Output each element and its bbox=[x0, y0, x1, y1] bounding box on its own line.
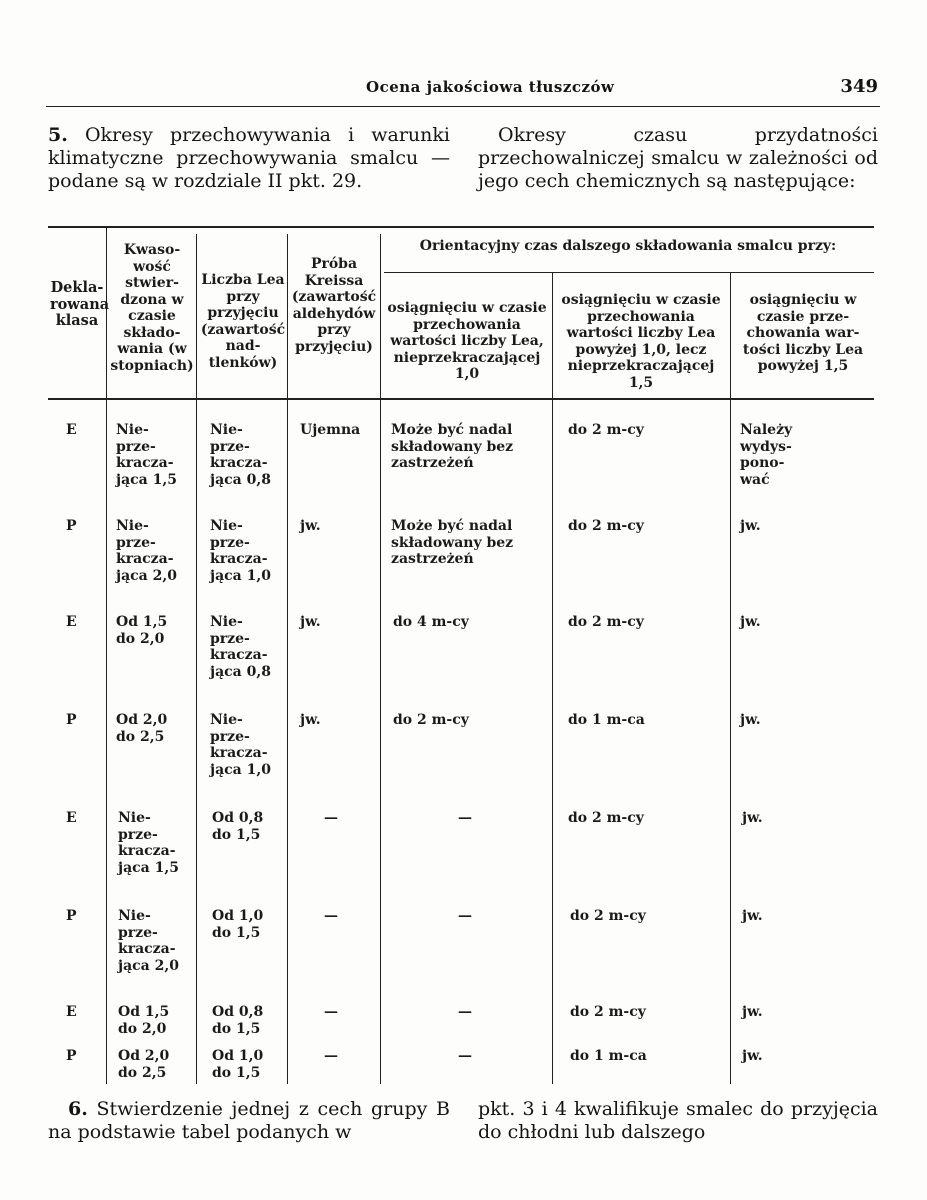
row6-c1: — bbox=[458, 908, 472, 924]
row4-lea: Nieprzekraczająca 1,0 bbox=[210, 712, 271, 778]
paragraph-6-number: 6. bbox=[68, 1098, 88, 1120]
header-title: Ocena jakościowa tłuszczów bbox=[366, 78, 615, 96]
row6-kreiss: — bbox=[324, 908, 338, 924]
row1-kwasowosc: Nieprzekraczająca 1,5 bbox=[116, 422, 177, 488]
row8-kreiss: — bbox=[324, 1048, 338, 1064]
row3-klasa: E bbox=[66, 614, 77, 630]
row5-lea: Od 0,8 do 1,5 bbox=[212, 810, 264, 843]
row8-c2: do 1 m-ca bbox=[570, 1048, 647, 1064]
row5-kwasowosc: Nieprzekraczająca 1,5 bbox=[118, 810, 179, 876]
row5-klasa: E bbox=[66, 810, 77, 826]
header-klasa: Deklarowana klasa bbox=[50, 279, 110, 329]
page-number: 349 bbox=[840, 76, 878, 97]
paragraph-6-text: Stwierdzenie jednej z cech grupy B na podstawie tabel podanych w bbox=[48, 1098, 450, 1143]
row7-c3: jw. bbox=[742, 1004, 763, 1020]
row2-klasa: P bbox=[66, 518, 77, 534]
row6-c2: do 2 m-cy bbox=[570, 908, 646, 924]
paragraph-right-text: Okresy czasu przydatności przechowalniczej smalcu w zależności od jego cech chemicznych są następujące: bbox=[478, 124, 878, 192]
header-sub1: osiągnięciu w czasie przechowania wartości liczby Lea, nieprzekraczającej 1,0 bbox=[387, 300, 547, 382]
row6-klasa: P bbox=[66, 908, 77, 924]
row8-kwasowosc: Od 2,0 do 2,5 bbox=[118, 1048, 170, 1081]
paragraph-6-continued-text: pkt. 3 i 4 kwalifikuje smalec do przyjęcia do chłodni lub dalszego bbox=[478, 1098, 878, 1143]
row6-c3: jw. bbox=[742, 908, 763, 924]
row5-c1: — bbox=[458, 810, 472, 826]
row4-kreiss: jw. bbox=[300, 712, 321, 728]
row6-lea: Od 1,0 do 1,5 bbox=[212, 908, 264, 941]
row2-c1: Może być nadal składowany bez zastrzeżeń bbox=[391, 518, 514, 567]
header-proba-kreissa: Próba Kreissa (zawartość aldehydów przy przyjęciu) bbox=[291, 256, 377, 355]
row3-c3: jw. bbox=[740, 614, 761, 630]
header-sub3: osiągnięciu w czasie przechowania wartości liczby Lea powyżej 1,5 bbox=[742, 292, 864, 374]
header-liczba-lea: Liczba Lea przy przyjęciu (zawartość nadtlenków) bbox=[200, 272, 286, 371]
row7-kwasowosc: Od 1,5 do 2,0 bbox=[118, 1004, 170, 1037]
paragraph-5-text: Okresy przechowywania i warunki klimatyczne przechowywania smalcu — podane są w rozdziale II pkt. 29. bbox=[48, 124, 450, 192]
row5-kreiss: — bbox=[324, 810, 338, 826]
row2-kreiss: jw. bbox=[300, 518, 321, 534]
row2-kwasowosc: Nieprzekraczająca 2,0 bbox=[116, 518, 177, 584]
row7-kreiss: — bbox=[324, 1004, 338, 1020]
paragraph-6 bbox=[48, 1098, 450, 1144]
row1-c3: Należy wydysponować bbox=[740, 422, 793, 488]
storage-table bbox=[48, 226, 874, 1084]
row2-lea: Nieprzekraczająca 1,0 bbox=[210, 518, 271, 584]
header-group: Orientacyjny czas dalszego składowania smalcu przy: bbox=[419, 238, 837, 254]
row8-lea: Od 1,0 do 1,5 bbox=[212, 1048, 264, 1081]
paragraph-6-continued bbox=[478, 1098, 878, 1144]
row7-lea: Od 0,8 do 1,5 bbox=[212, 1004, 264, 1037]
running-header bbox=[46, 78, 880, 107]
row8-c3: jw. bbox=[742, 1048, 763, 1064]
paragraph-5 bbox=[48, 124, 450, 193]
row4-kwasowosc: Od 2,0 do 2,5 bbox=[116, 712, 168, 745]
row1-c1: Może być nadal składowany bez zastrzeżeń bbox=[391, 422, 514, 471]
row1-lea: Nieprzekraczająca 0,8 bbox=[210, 422, 271, 488]
row7-c1: — bbox=[458, 1004, 472, 1020]
paragraph-5-number: 5. bbox=[48, 124, 68, 146]
header-sub2: osiągnięciu w czasie przechowania wartości liczby Lea powyżej 1,0, lecz nieprzekraczającej 1,5 bbox=[561, 292, 721, 391]
row2-c3: jw. bbox=[740, 518, 761, 534]
row4-c1: do 2 m-cy bbox=[393, 712, 469, 728]
row8-c1: — bbox=[458, 1048, 472, 1064]
row3-c2: do 2 m-cy bbox=[568, 614, 644, 630]
paragraph-right-intro bbox=[478, 124, 878, 193]
row4-c3: jw. bbox=[740, 712, 761, 728]
row2-c2: do 2 m-cy bbox=[568, 518, 644, 534]
row7-klasa: E bbox=[66, 1004, 77, 1020]
row3-kreiss: jw. bbox=[300, 614, 321, 630]
row1-c2: do 2 m-cy bbox=[568, 422, 644, 438]
row5-c2: do 2 m-cy bbox=[568, 810, 644, 826]
row4-klasa: P bbox=[66, 712, 77, 728]
row4-c2: do 1 m-ca bbox=[568, 712, 645, 728]
row1-klasa: E bbox=[66, 422, 77, 438]
row3-kwasowosc: Od 1,5 do 2,0 bbox=[116, 614, 168, 647]
row5-c3: jw. bbox=[742, 810, 763, 826]
row8-klasa: P bbox=[66, 1048, 77, 1064]
row3-lea: Nieprzekraczająca 0,8 bbox=[210, 614, 271, 680]
row1-kreiss: Ujemna bbox=[300, 422, 361, 438]
row3-c1: do 4 m-cy bbox=[393, 614, 469, 630]
row6-kwasowosc: Nieprzekraczająca 2,0 bbox=[118, 908, 179, 974]
header-kwasowosc: Kwasowość stwierdzona w czasie składowania (w stopniach) bbox=[110, 242, 194, 374]
row7-c2: do 2 m-cy bbox=[570, 1004, 646, 1020]
